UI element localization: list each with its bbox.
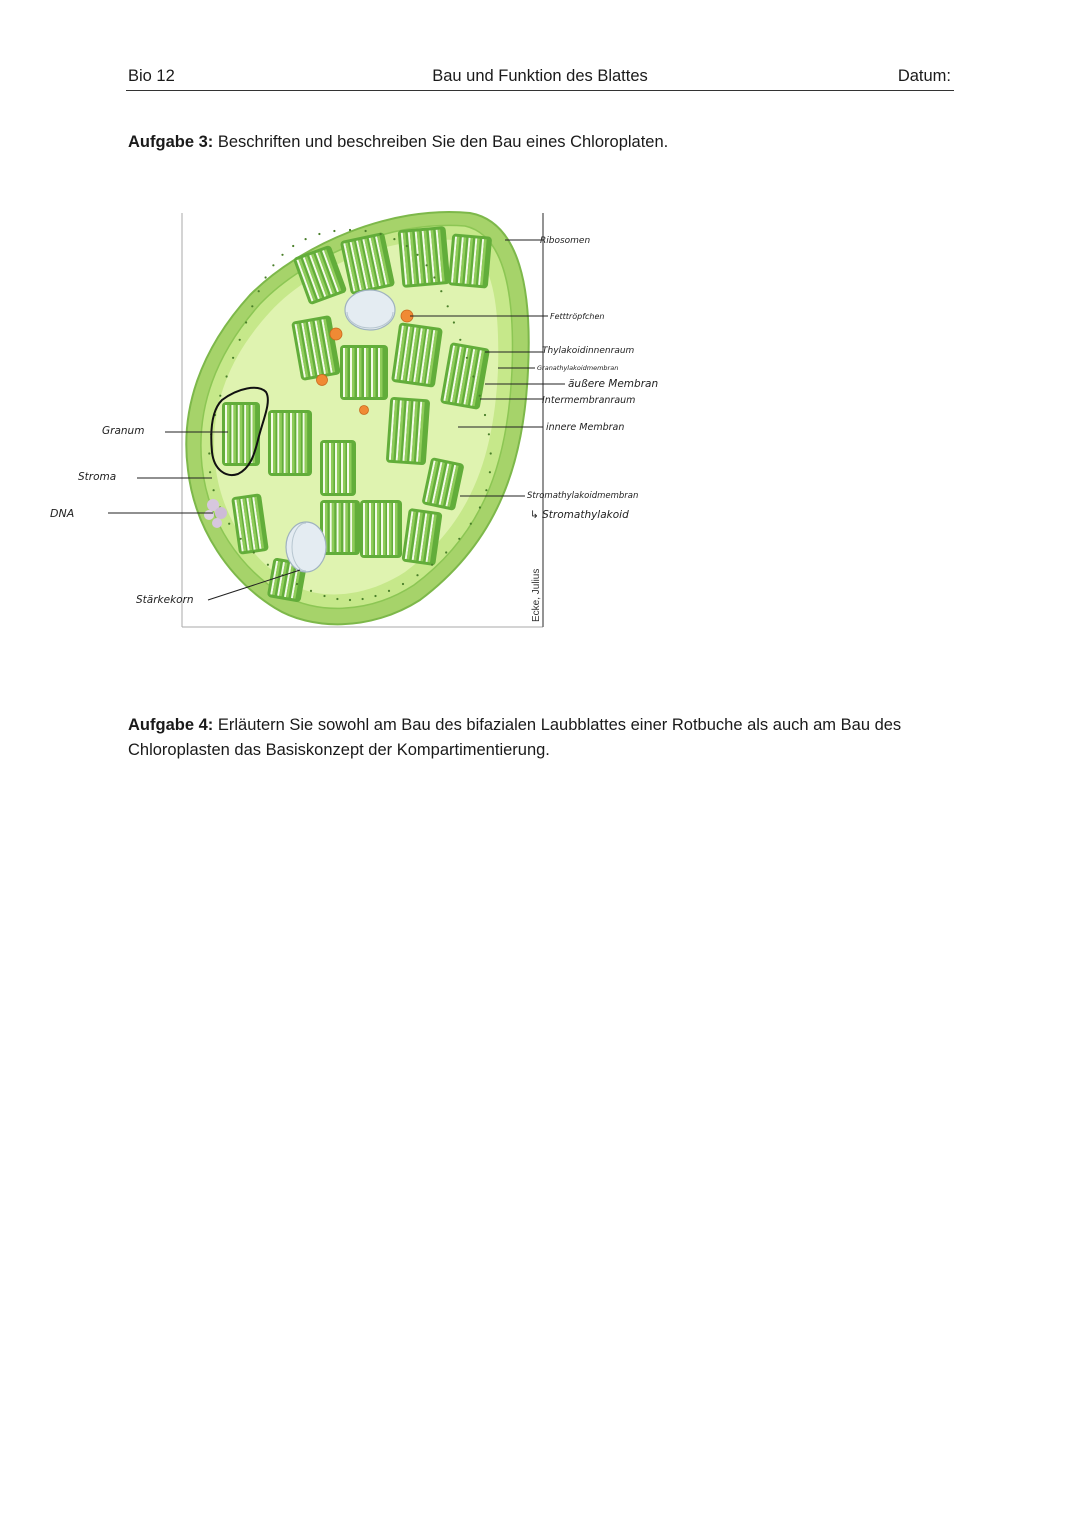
thylakoid-disc xyxy=(383,503,386,555)
ribosome-dot xyxy=(416,254,418,256)
thylakoid-disc xyxy=(246,405,249,463)
thylakoid-disc xyxy=(325,443,328,493)
ribosome-dot xyxy=(228,523,230,525)
thylakoid-disc-edge xyxy=(231,405,233,463)
ribosome-dot xyxy=(240,538,242,540)
thylakoid-disc-edge xyxy=(387,503,389,555)
task-4-text: Erläutern Sie sowohl am Bau des bifazialen Laubblattes einer Rotbuche als auch am Bau des Chloroplasten das Basiskonzept der Kompartimentierung. xyxy=(128,716,902,759)
thylakoid-stack xyxy=(268,410,312,476)
ribosome-dot xyxy=(310,590,312,592)
thylakoid-disc-edge xyxy=(329,443,331,493)
thylakoid-stack xyxy=(340,345,388,400)
thylakoid-disc-edge xyxy=(225,405,227,463)
ribosome-dot xyxy=(265,276,267,278)
ribosome-dot xyxy=(213,489,215,491)
thylakoid-disc-edge xyxy=(350,503,352,552)
ribosome-dot xyxy=(232,357,234,359)
label-fetttropfchen: Fetttröpfchen xyxy=(550,312,605,321)
thylakoid-disc-edge xyxy=(244,405,246,463)
ribosome-dot xyxy=(488,433,490,435)
thylakoid-disc xyxy=(352,348,355,397)
ribosome-dot xyxy=(490,452,492,454)
ribosome-dot xyxy=(466,357,468,359)
thylakoid-disc xyxy=(337,443,340,493)
thylakoid-disc-edge xyxy=(371,348,373,397)
thylakoid-disc xyxy=(359,348,362,397)
thylakoid-disc xyxy=(240,405,243,463)
thylakoid-stack xyxy=(320,440,356,496)
task-3-text: Beschriften und beschreiben Sie den Bau eines Chloroplaten. xyxy=(213,133,669,151)
thylakoid-disc xyxy=(389,503,392,555)
thylakoid-disc-edge xyxy=(364,348,366,397)
lipid-droplet xyxy=(330,328,342,340)
starch-grain-top xyxy=(345,290,395,330)
thylakoid-disc-edge xyxy=(277,413,279,473)
ribosome-dot xyxy=(296,583,298,585)
thylakoid-disc xyxy=(331,443,334,493)
thylakoid-stack xyxy=(386,397,431,466)
thylakoid-disc xyxy=(380,348,383,397)
ribosome-dot xyxy=(251,305,253,307)
label-granum: Granum xyxy=(102,425,145,437)
ribosome-dot xyxy=(459,339,461,341)
thylakoid-disc-edge xyxy=(378,348,380,397)
label-granathylakoidmembran: Granathylakoidmembran xyxy=(537,364,619,372)
thylakoid-disc-edge xyxy=(343,348,345,397)
ribosome-dot xyxy=(253,551,255,553)
thylakoid-disc-edge xyxy=(337,503,339,552)
thylakoid-disc-edge xyxy=(347,443,349,493)
thylakoid-stack xyxy=(391,322,443,388)
image-credit: Ecke, Julius xyxy=(531,568,542,622)
thylakoid-disc-edge xyxy=(369,503,371,555)
thylakoid-disc-edge xyxy=(375,503,377,555)
ribosome-dot xyxy=(447,305,449,307)
thylakoid-disc xyxy=(345,503,348,552)
course-label: Bio 12 xyxy=(128,67,175,85)
ribosome-dot xyxy=(440,290,442,292)
ribosome-dot xyxy=(479,395,481,397)
thylakoid-stack xyxy=(448,233,492,288)
ribosome-dot xyxy=(470,523,472,525)
thylakoid-disc xyxy=(349,443,352,493)
thylakoid-disc xyxy=(345,348,348,397)
ribosome-dot xyxy=(239,339,241,341)
thylakoid-disc xyxy=(233,405,236,463)
task-4-label: Aufgabe 4: xyxy=(128,716,214,734)
thylakoid-disc xyxy=(395,503,398,555)
thylakoid-disc xyxy=(352,503,355,552)
label-innere-membran: innere Membran xyxy=(546,422,625,433)
thylakoid-disc xyxy=(305,413,308,473)
ribosome-dot xyxy=(349,599,351,601)
ribosome-dot xyxy=(219,395,221,397)
ribosome-dot xyxy=(479,506,481,508)
lipid-droplet xyxy=(317,375,328,386)
ribosome-dot xyxy=(433,276,435,278)
ribosome-dot xyxy=(380,233,382,235)
ribosome-dot xyxy=(272,264,274,266)
ribosome-dot xyxy=(484,414,486,416)
label-stromathylakoid: ↳ Stromathylakoid xyxy=(530,509,629,521)
thylakoid-disc-edge xyxy=(323,443,325,493)
ribosome-dot xyxy=(258,290,260,292)
thylakoid-stack xyxy=(398,226,451,288)
ribosome-dot xyxy=(416,574,418,576)
lipid-droplet xyxy=(360,406,369,415)
ribosome-dot xyxy=(445,551,447,553)
chloroplast xyxy=(186,212,528,624)
ribosome-dot xyxy=(323,595,325,597)
thylakoid-disc xyxy=(292,413,295,473)
ribosome-dot xyxy=(305,238,307,240)
ribosome-dot xyxy=(292,245,294,247)
thylakoid-disc xyxy=(332,503,335,552)
ribosome-dot xyxy=(406,245,408,247)
thylakoid-disc-edge xyxy=(335,443,337,493)
ribosome-dot xyxy=(388,590,390,592)
label-staerkekorn: Stärkekorn xyxy=(136,594,194,606)
thylakoid-disc-edge xyxy=(357,348,359,397)
thylakoid-disc-edge xyxy=(341,443,343,493)
thylakoid-disc xyxy=(286,413,289,473)
thylakoid-disc xyxy=(227,405,230,463)
thylakoid-disc-edge xyxy=(271,413,273,473)
ribosome-dot xyxy=(245,321,247,323)
thylakoid-disc xyxy=(273,413,276,473)
thylakoid-disc-edge xyxy=(251,405,253,463)
task-3-label: Aufgabe 3: xyxy=(128,133,214,151)
thylakoid-disc-edge xyxy=(303,413,305,473)
ribosome-dot xyxy=(336,598,338,600)
worksheet-title: Bau und Funktion des Blattes xyxy=(432,67,648,85)
thylakoid-disc-edge xyxy=(296,413,298,473)
label-intermembranraum: Intermembranraum xyxy=(542,395,636,406)
ribosome-dot xyxy=(318,233,320,235)
thylakoid-disc-edge xyxy=(393,503,395,555)
ribosome-dot xyxy=(333,230,335,232)
ribosome-dot xyxy=(472,375,474,377)
task-4 xyxy=(128,713,948,763)
label-aeussere-membran: äußere Membran xyxy=(568,378,659,390)
thylakoid-disc-edge xyxy=(284,413,286,473)
ribosome-dot xyxy=(431,564,433,566)
ribosome-dot xyxy=(374,595,376,597)
thylakoid-disc xyxy=(298,413,301,473)
ribosome-dot xyxy=(453,321,455,323)
thylakoid-disc xyxy=(279,413,282,473)
ribosome-dot xyxy=(458,538,460,540)
thylakoid-disc-edge xyxy=(350,348,352,397)
thylakoid-stack xyxy=(222,402,260,466)
thylakoid-disc xyxy=(365,503,368,555)
thylakoid-disc-edge xyxy=(343,503,345,552)
ribosome-dot xyxy=(226,375,228,377)
thylakoid-disc xyxy=(377,503,380,555)
label-ribosomen: Ribosomen xyxy=(540,236,591,246)
ribosome-dot xyxy=(209,471,211,473)
starch-grain-bottom xyxy=(286,522,326,572)
ribosome-dot xyxy=(208,452,210,454)
label-stroma: Stroma xyxy=(78,471,117,483)
ribosome-dot xyxy=(393,238,395,240)
ribosome-dot xyxy=(489,471,491,473)
ribosome-dot xyxy=(485,489,487,491)
thylakoid-disc xyxy=(343,443,346,493)
ribosome-dot xyxy=(402,583,404,585)
thylakoid-disc xyxy=(373,348,376,397)
thylakoid-disc xyxy=(371,503,374,555)
ribosome-dot xyxy=(365,230,367,232)
thylakoid-disc-edge xyxy=(238,405,240,463)
label-stromathylakoidmembran: Stromathylakoidmembran xyxy=(527,491,639,501)
date-label: Datum: xyxy=(897,67,951,85)
thylakoid-disc-edge xyxy=(363,503,365,555)
label-dna: DNA xyxy=(50,507,75,520)
thylakoid-disc-edge xyxy=(330,503,332,552)
label-thylakoidinnenraum: Thylakoidinnenraum xyxy=(542,346,635,356)
thylakoid-disc xyxy=(339,503,342,552)
chloroplast-diagram xyxy=(0,0,1080,700)
ribosome-dot xyxy=(426,264,428,266)
ribosome-dot xyxy=(349,229,351,231)
thylakoid-disc xyxy=(366,348,369,397)
thylakoid-stack xyxy=(360,500,402,558)
ribosome-dot xyxy=(362,598,364,600)
ribosome-dot xyxy=(281,254,283,256)
thylakoid-disc-edge xyxy=(381,503,383,555)
thylakoid-disc-edge xyxy=(290,413,292,473)
ribosome-dot xyxy=(267,564,269,566)
